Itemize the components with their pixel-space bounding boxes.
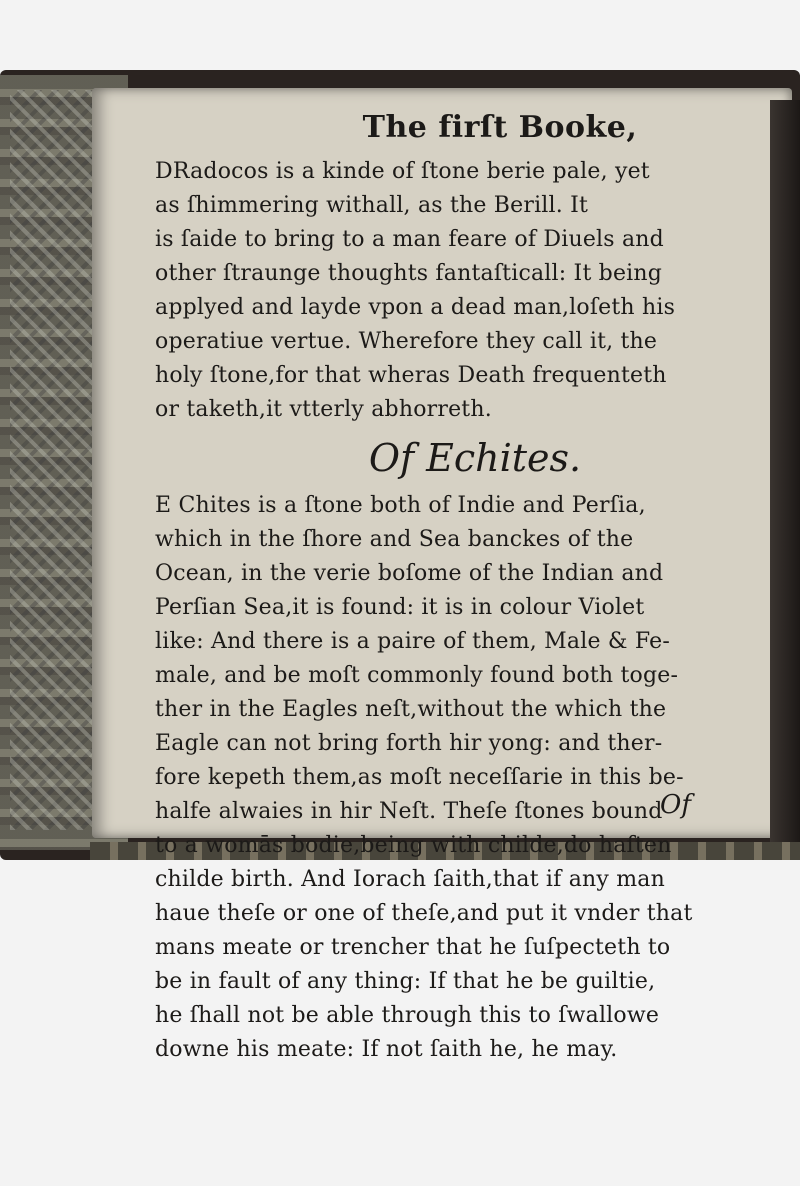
line: operatiue vertue. Wherefore they call it, the — [155, 329, 658, 354]
page-header: The firſt Booke, — [362, 110, 638, 145]
line: mans meate or trencher that he ſuſpecteth to — [155, 935, 671, 960]
line: or taketh,it vtterly abhorreth. — [155, 397, 492, 422]
line: to a womās bodie,being with childe,do haſten — [155, 833, 672, 858]
line: as ſhimmering withall, as the Berill. It — [155, 193, 589, 218]
line: Eagle can not bring forth hir yong: and ther- — [155, 731, 663, 756]
page-text-block — [155, 110, 755, 1067]
line: halfe alwaies in hir Neſt. Theſe ſtones bound — [155, 799, 663, 824]
line: fore kepeth them,as moſt neceſſarie in this be- — [155, 765, 684, 790]
paragraph-2 — [155, 489, 755, 1067]
line: is ſaide to bring to a man feare of Diuels and — [155, 227, 664, 252]
decorative-edge-pattern — [10, 90, 100, 830]
line: applyed and layde vpon a dead man,loſeth his — [155, 295, 676, 320]
section-title: Of Echites. — [368, 436, 582, 480]
line: be in fault of any thing: If that he be guiltie, — [155, 969, 656, 994]
line: ther in the Eagles neſt,without the which the — [155, 697, 667, 722]
line: he ſhall not be able through this to ſwallowe — [155, 1003, 660, 1028]
right-book-edge — [770, 100, 800, 860]
catchword: Of — [660, 790, 691, 820]
line: like: And there is a paire of them, Male & Fe- — [155, 629, 670, 654]
paragraph-1 — [155, 155, 755, 427]
line: Ocean, in the verie boſome of the Indian and — [155, 561, 664, 586]
line: holy ſtone,for that wheras Death frequenteth — [155, 363, 667, 388]
line: other ſtraunge thoughts fantaſticall: It being — [155, 261, 663, 286]
line: E Chites is a ſtone both of Indie and Perſia, — [155, 493, 646, 518]
line: haue theſe or one of theſe,and put it vnder that — [155, 901, 693, 926]
line: which in the ſhore and Sea banckes of the — [155, 527, 634, 552]
line: downe his meate: If not ſaith he, he may. — [155, 1037, 618, 1062]
line: male, and be moſt commonly found both toge- — [155, 663, 679, 688]
line: Perſian Sea,it is found: it is in colour Violet — [155, 595, 645, 620]
line: DRadocos is a kinde of ſtone berie pale, yet — [155, 159, 650, 184]
line: childe birth. And Iorach ſaith,that if any man — [155, 867, 665, 892]
